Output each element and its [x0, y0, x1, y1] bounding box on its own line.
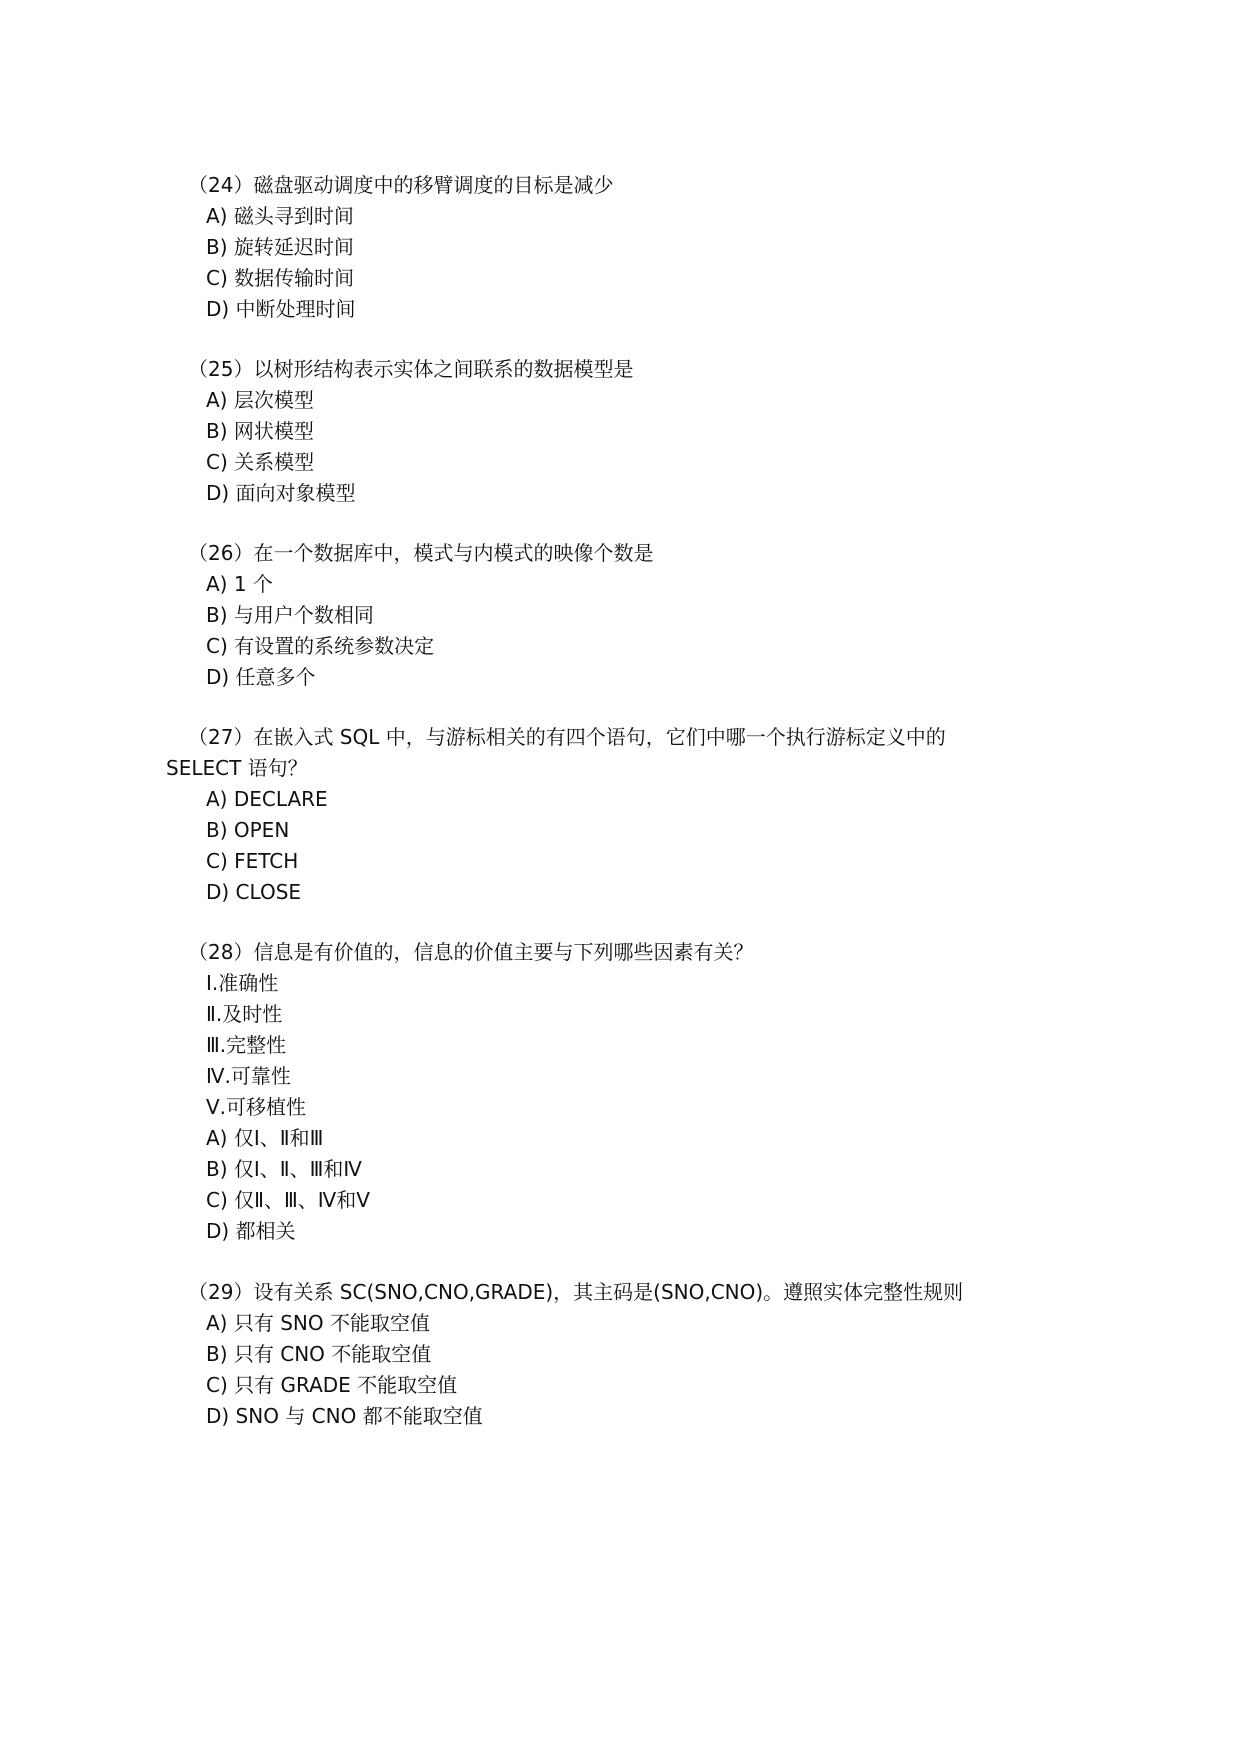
option-a: A) 磁头寻到时间	[206, 204, 354, 228]
option-b: B) 仅Ⅰ、Ⅱ、Ⅲ和Ⅳ	[206, 1157, 362, 1181]
question-stem-continuation: SELECT 语句？	[166, 756, 308, 780]
option-a: A) DECLARE	[206, 787, 328, 811]
option-c: C) 只有 GRADE 不能取空值	[206, 1373, 458, 1397]
question-stem: （27）在嵌入式 SQL 中，与游标相关的有四个语句，它们中哪一个执行游标定义中的	[188, 725, 946, 749]
option-c: C) FETCH	[206, 849, 299, 873]
factor-item: Ⅱ.及时性	[206, 1002, 283, 1026]
option-a: A) 1 个	[206, 572, 273, 596]
option-d: D) 都相关	[206, 1219, 296, 1243]
question-stem: （25）以树形结构表示实体之间联系的数据模型是	[188, 357, 634, 381]
option-b: B) OPEN	[206, 818, 290, 842]
option-d: D) 面向对象模型	[206, 481, 356, 505]
option-d: D) 中断处理时间	[206, 297, 356, 321]
question-stem: （28）信息是有价值的，信息的价值主要与下列哪些因素有关？	[188, 940, 754, 964]
option-b: B) 网状模型	[206, 419, 314, 443]
option-c: C) 数据传输时间	[206, 266, 355, 290]
option-b: B) 只有 CNO 不能取空值	[206, 1342, 432, 1366]
factor-item: Ⅰ.准确性	[206, 971, 279, 995]
option-b: B) 旋转延迟时间	[206, 235, 354, 259]
factor-item: Ⅴ.可移植性	[206, 1095, 307, 1119]
option-d: D) CLOSE	[206, 880, 302, 904]
option-c: C) 关系模型	[206, 450, 315, 474]
option-a: A) 只有 SNO 不能取空值	[206, 1311, 430, 1335]
option-c: C) 仅Ⅱ、Ⅲ、Ⅳ和Ⅴ	[206, 1188, 370, 1212]
question-stem: （24）磁盘驱动调度中的移臂调度的目标是减少	[188, 173, 614, 197]
factor-item: Ⅲ.完整性	[206, 1033, 287, 1057]
factor-item: Ⅳ.可靠性	[206, 1064, 291, 1088]
option-a: A) 仅Ⅰ、Ⅱ和Ⅲ	[206, 1126, 324, 1150]
option-d: D) SNO 与 CNO 都不能取空值	[206, 1404, 483, 1428]
option-b: B) 与用户个数相同	[206, 603, 374, 627]
option-c: C) 有设置的系统参数决定	[206, 634, 435, 658]
question-stem: （29）设有关系 SC(SNO,CNO,GRADE)，其主码是(SNO,CNO)。遵照实体完整性规则	[188, 1280, 964, 1304]
question-stem: （26）在一个数据库中，模式与内模式的映像个数是	[188, 541, 654, 565]
option-a: A) 层次模型	[206, 388, 314, 412]
option-d: D) 任意多个	[206, 665, 316, 689]
